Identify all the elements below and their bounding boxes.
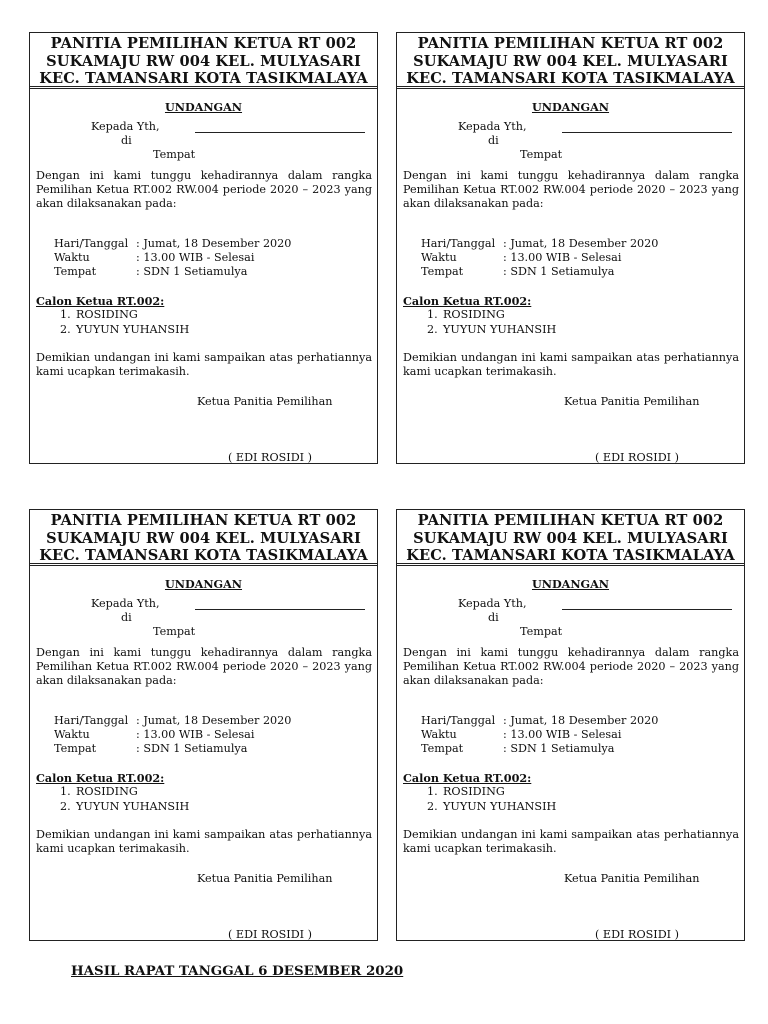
detail-value: : Jumat, 18 Desember 2020 <box>503 237 659 250</box>
detail-label: Waktu <box>54 728 90 741</box>
detail-row-time <box>421 251 621 265</box>
candidate-item <box>427 785 505 799</box>
invitation-card-1 <box>29 32 378 464</box>
closing-paragraph: Demikian undangan ini kami sampaikan atas perhatiannya kami ucapkan terimakasih. <box>36 351 372 378</box>
recipient-name-blank <box>562 609 732 610</box>
recipient-name-blank <box>562 132 732 133</box>
candidate-item <box>60 785 138 799</box>
detail-label: Tempat <box>54 742 97 755</box>
detail-value: : SDN 1 Setiamulya <box>136 742 248 755</box>
header-line-3: KEC. TAMANSARI KOTA TASIKMALAYA <box>406 70 735 88</box>
header-line-1: PANITIA PEMILIHAN KETUA RT 002 <box>50 35 357 52</box>
detail-value: : 13.00 WIB - Selesai <box>136 251 255 264</box>
detail-value: : SDN 1 Setiamulya <box>503 742 615 755</box>
candidate-name: YUYUN YUHANSIH <box>76 323 190 336</box>
recipient-salutation: Kepada Yth, <box>458 597 527 610</box>
candidate-name: YUYUN YUHANSIH <box>443 323 557 336</box>
detail-value: : Jumat, 18 Desember 2020 <box>136 714 292 727</box>
detail-label: Tempat <box>421 742 464 755</box>
invitation-title: UNDANGAN <box>531 577 610 591</box>
invitation-title: UNDANGAN <box>164 577 243 591</box>
invitation-card-3 <box>29 509 378 941</box>
committee-header <box>30 33 377 89</box>
signer-name: ( EDI ROSIDI ) <box>228 928 313 941</box>
candidate-number: 1. <box>427 308 438 321</box>
signer-title: Ketua Panitia Pemilihan <box>197 872 333 885</box>
detail-value: : SDN 1 Setiamulya <box>136 265 248 278</box>
candidate-number: 1. <box>427 785 438 798</box>
detail-label: Waktu <box>54 251 90 264</box>
candidate-number: 1. <box>60 785 71 798</box>
opening-paragraph: Dengan ini kami tunggu kehadirannya dalam rangka Pemilihan Ketua RT.002 RW.004 periode 2020 – 2023 yang akan dilaksanakan pada: <box>36 169 372 210</box>
candidate-item <box>427 323 556 337</box>
invitation-card-4 <box>396 509 745 941</box>
header-line-2: SUKAMAJU RW 004 KEL. MULYASARI <box>46 529 361 547</box>
invitation-card-2 <box>396 32 745 464</box>
opening-paragraph: Dengan ini kami tunggu kehadirannya dalam rangka Pemilihan Ketua RT.002 RW.004 periode 2020 – 2023 yang akan dilaksanakan pada: <box>403 169 739 210</box>
detail-value: : 13.00 WIB - Selesai <box>503 728 622 741</box>
meeting-result-note: HASIL RAPAT TANGGAL 6 DESEMBER 2020 <box>71 963 404 979</box>
candidate-name: YUYUN YUHANSIH <box>443 800 557 813</box>
candidates-heading: Calon Ketua RT.002: <box>403 771 532 785</box>
candidate-name: ROSIDING <box>76 785 138 798</box>
candidate-number: 2. <box>427 800 438 813</box>
detail-row-place <box>54 265 247 279</box>
header-line-2: SUKAMAJU RW 004 KEL. MULYASARI <box>46 52 361 70</box>
header-line-2: SUKAMAJU RW 004 KEL. MULYASARI <box>413 529 728 547</box>
recipient-place: Tempat <box>153 625 196 638</box>
detail-row-time <box>54 251 254 265</box>
detail-label: Hari/Tanggal <box>54 237 129 250</box>
detail-label: Tempat <box>421 265 464 278</box>
detail-row-date <box>421 237 658 251</box>
header-line-1: PANITIA PEMILIHAN KETUA RT 002 <box>417 35 724 52</box>
candidates-heading: Calon Ketua RT.002: <box>36 294 165 308</box>
detail-row-place <box>421 265 614 279</box>
recipient-salutation: Kepada Yth, <box>458 120 527 133</box>
detail-row-place <box>54 742 247 756</box>
detail-value: : 13.00 WIB - Selesai <box>136 728 255 741</box>
recipient-salutation: Kepada Yth, <box>91 597 160 610</box>
candidates-heading: Calon Ketua RT.002: <box>403 294 532 308</box>
detail-row-place <box>421 742 614 756</box>
recipient-name-blank <box>195 609 365 610</box>
recipient-di: di <box>488 611 499 624</box>
recipient-di: di <box>488 134 499 147</box>
signer-name: ( EDI ROSIDI ) <box>595 451 680 464</box>
signer-title: Ketua Panitia Pemilihan <box>564 395 700 408</box>
candidate-item <box>427 308 505 322</box>
candidate-name: YUYUN YUHANSIH <box>76 800 190 813</box>
candidate-number: 1. <box>60 308 71 321</box>
detail-row-date <box>54 714 291 728</box>
detail-label: Hari/Tanggal <box>421 714 496 727</box>
candidate-item <box>427 800 556 814</box>
closing-paragraph: Demikian undangan ini kami sampaikan atas perhatiannya kami ucapkan terimakasih. <box>403 351 739 378</box>
invitation-title: UNDANGAN <box>531 100 610 114</box>
candidate-item <box>60 308 138 322</box>
detail-label: Hari/Tanggal <box>421 237 496 250</box>
header-line-1: PANITIA PEMILIHAN KETUA RT 002 <box>50 512 357 529</box>
committee-header <box>397 510 744 566</box>
candidates-heading: Calon Ketua RT.002: <box>36 771 165 785</box>
candidate-number: 2. <box>427 323 438 336</box>
candidate-item <box>60 800 189 814</box>
recipient-place: Tempat <box>520 148 563 161</box>
recipient-di: di <box>121 134 132 147</box>
candidate-number: 2. <box>60 323 71 336</box>
closing-paragraph: Demikian undangan ini kami sampaikan atas perhatiannya kami ucapkan terimakasih. <box>36 828 372 855</box>
header-line-3: KEC. TAMANSARI KOTA TASIKMALAYA <box>39 70 368 88</box>
signer-name: ( EDI ROSIDI ) <box>595 928 680 941</box>
closing-paragraph: Demikian undangan ini kami sampaikan atas perhatiannya kami ucapkan terimakasih. <box>403 828 739 855</box>
recipient-place: Tempat <box>520 625 563 638</box>
candidate-item <box>60 323 189 337</box>
header-line-1: PANITIA PEMILIHAN KETUA RT 002 <box>417 512 724 529</box>
detail-label: Tempat <box>54 265 97 278</box>
opening-paragraph: Dengan ini kami tunggu kehadirannya dalam rangka Pemilihan Ketua RT.002 RW.004 periode 2020 – 2023 yang akan dilaksanakan pada: <box>403 646 739 687</box>
detail-row-time <box>421 728 621 742</box>
signer-title: Ketua Panitia Pemilihan <box>197 395 333 408</box>
candidate-name: ROSIDING <box>443 785 505 798</box>
invitation-title: UNDANGAN <box>164 100 243 114</box>
opening-paragraph: Dengan ini kami tunggu kehadirannya dalam rangka Pemilihan Ketua RT.002 RW.004 periode 2020 – 2023 yang akan dilaksanakan pada: <box>36 646 372 687</box>
header-line-2: SUKAMAJU RW 004 KEL. MULYASARI <box>413 52 728 70</box>
detail-value: : Jumat, 18 Desember 2020 <box>503 714 659 727</box>
signer-title: Ketua Panitia Pemilihan <box>564 872 700 885</box>
candidate-name: ROSIDING <box>443 308 505 321</box>
candidate-name: ROSIDING <box>76 308 138 321</box>
detail-label: Waktu <box>421 251 457 264</box>
detail-value: : SDN 1 Setiamulya <box>503 265 615 278</box>
header-line-3: KEC. TAMANSARI KOTA TASIKMALAYA <box>406 547 735 565</box>
detail-row-time <box>54 728 254 742</box>
committee-header <box>30 510 377 566</box>
detail-value: : Jumat, 18 Desember 2020 <box>136 237 292 250</box>
detail-row-date <box>54 237 291 251</box>
recipient-place: Tempat <box>153 148 196 161</box>
detail-label: Hari/Tanggal <box>54 714 129 727</box>
recipient-di: di <box>121 611 132 624</box>
recipient-name-blank <box>195 132 365 133</box>
header-line-3: KEC. TAMANSARI KOTA TASIKMALAYA <box>39 547 368 565</box>
recipient-salutation: Kepada Yth, <box>91 120 160 133</box>
candidate-number: 2. <box>60 800 71 813</box>
detail-row-date <box>421 714 658 728</box>
detail-label: Waktu <box>421 728 457 741</box>
committee-header <box>397 33 744 89</box>
signer-name: ( EDI ROSIDI ) <box>228 451 313 464</box>
detail-value: : 13.00 WIB - Selesai <box>503 251 622 264</box>
